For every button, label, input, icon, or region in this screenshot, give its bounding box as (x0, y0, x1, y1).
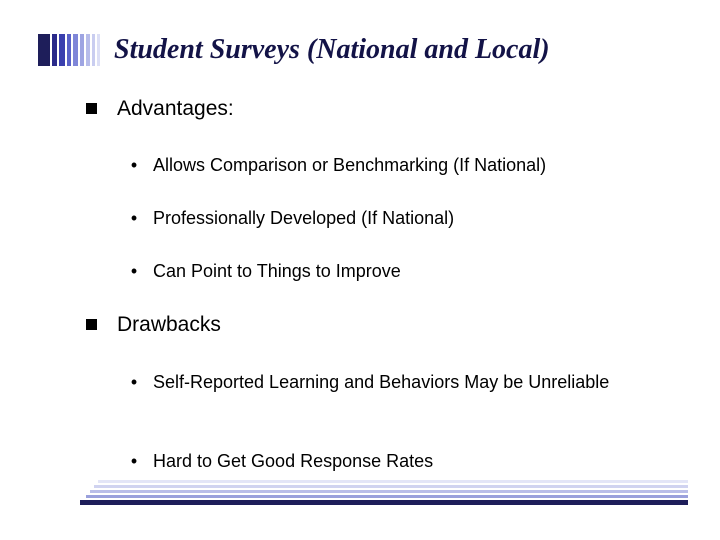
bullet-dot-icon: • (130, 155, 138, 175)
list-item-text: Hard to Get Good Response Rates (153, 451, 434, 471)
section-heading-label: Advantages: (117, 97, 234, 120)
section-heading-label: Drawbacks (117, 313, 221, 336)
bullet-dot-icon: • (130, 451, 138, 471)
bullet-dot-icon: • (130, 372, 138, 392)
square-bullet-icon (86, 103, 97, 114)
square-bullet-icon (86, 319, 97, 330)
list-item-text: Professionally Developed (If National) (153, 208, 455, 228)
list-item-text: Allows Comparison or Benchmarking (If National) (153, 155, 547, 175)
bullet-dot-icon: • (130, 261, 138, 281)
list-item-text: Can Point to Things to Improve (153, 261, 401, 281)
title-decoration-stripes (38, 34, 102, 66)
bullet-dot-icon: • (130, 208, 138, 228)
list-item-text: Self-Reported Learning and Behaviors May be Unreliable (153, 372, 610, 392)
footer-decoration-lines (80, 478, 692, 506)
slide-title: Student Surveys (National and Local) (114, 34, 550, 65)
